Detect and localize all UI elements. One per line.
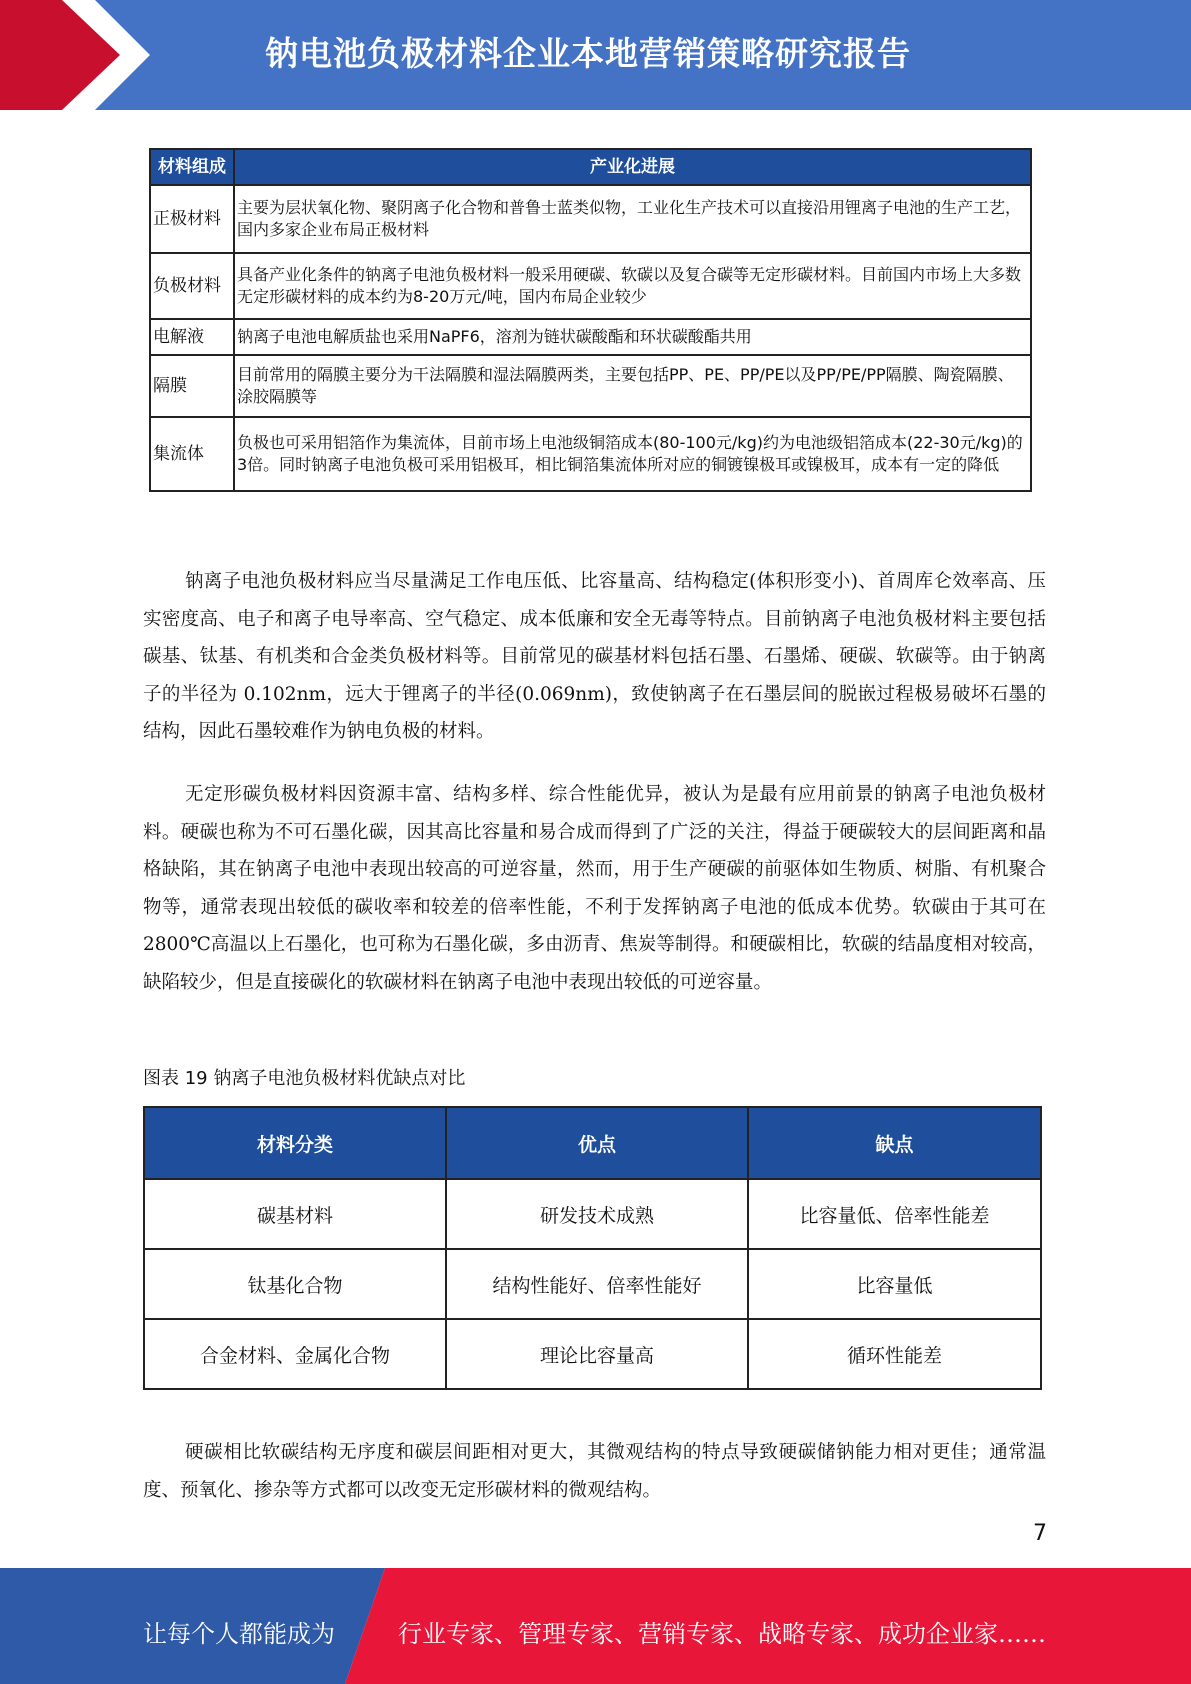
header-arrow-decoration [0, 0, 150, 110]
table-cell: 正极材料 [150, 185, 234, 253]
table-header-row [144, 1107, 1041, 1179]
table-row [150, 185, 1031, 253]
figure-caption: 图表 19 钠离子电池负极材料优缺点对比 [143, 1068, 466, 1089]
table-header-cell: 材料分类 [144, 1107, 446, 1179]
body-paragraph: 硬碳相比软碳结构无序度和碳层间距相对更大，其微观结构的特点导致硬碳储钠能力相对更佳；通常温度、预氧化、掺杂等方式都可以改变无定形碳材料的微观结构。 [143, 1442, 1046, 1501]
footer-slogan-left: 让每个人都能成为 [143, 1620, 335, 1648]
table-cell: 具备产业化条件的钠离子电池负极材料一般采用硬碳、软碳以及复合碳等无定形碳材料。目前国内市场上大多数无定形碳材料的成本约为8-20万元/吨，国内布局企业较少 [234, 253, 1031, 319]
table-cell: 理论比容量高 [446, 1319, 748, 1389]
body-paragraph: 无定形碳负极材料因资源丰富、结构多样、综合性能优异，被认为是最有应用前景的钠离子电池负极材料。硬碳也称为不可石墨化碳，因其高比容量和易合成而得到了广泛的关注，得益于硬碳较大的层间距离和晶格缺陷，其在钠离子电池中表现出较高的可逆容量，然而，用于生产硬碳的前驱体如生物质、树脂、有机聚合物等，通常表现出较低的碳收率和较差的倍率性能，不利于发挥钠离子电池的低成本优势。软碳由于其可在 2800℃高温以上石墨化，也可称为石墨化碳，多由沥青、焦炭等制得。和硬碳相比，软碳的结晶度相对较高，缺陷较少，但是直接碳化的软碳材料在钠离子电池中表现出较低的可逆容量。 [143, 784, 1046, 993]
table-row [144, 1249, 1041, 1319]
table-cell: 研发技术成熟 [446, 1179, 748, 1249]
table-cell: 集流体 [150, 417, 234, 491]
table-header-cell: 优点 [446, 1107, 748, 1179]
table-cell: 循环性能差 [748, 1319, 1041, 1389]
table-cell: 合金材料、金属化合物 [144, 1319, 446, 1389]
table-row [150, 417, 1031, 491]
table-cell: 钛基化合物 [144, 1249, 446, 1319]
table-header-cell: 材料组成 [150, 149, 234, 185]
table-row [150, 355, 1031, 417]
page-header [0, 0, 1191, 110]
table-header-cell: 缺点 [748, 1107, 1041, 1179]
table-cell: 电解液 [150, 319, 234, 355]
page-number: 7 [1033, 1521, 1047, 1546]
table-cell: 比容量低 [748, 1249, 1041, 1319]
table-header-row [150, 149, 1031, 185]
table-cell: 主要为层状氧化物、聚阴离子化合物和普鲁士蓝类似物，工业化生产技术可以直接沿用锂离子电池的生产工艺，国内多家企业布局正极材料 [234, 185, 1031, 253]
body-paragraph: 钠离子电池负极材料应当尽量满足工作电压低、比容量高、结构稳定(体积形变小)、首周库仑效率高、压实密度高、电子和离子电导率高、空气稳定、成本低廉和安全无毒等特点。目前钠离子电池负极材料主要包括碳基、钛基、有机类和合金类负极材料等。目前常见的碳基材料包括石墨、石墨烯、硬碳、软碳等。由于钠离子的半径为 0.102nm，远大于锂离子的半径(0.069nm)，致使钠离子在石墨层间的脱嵌过程极易破坏石墨的结构，因此石墨较难作为钠电负极的材料。 [143, 571, 1046, 742]
header-title: 钠电池负极材料企业本地营销策略研究报告 [265, 34, 911, 73]
table-cell: 比容量低、倍率性能差 [748, 1179, 1041, 1249]
table-cell: 目前常用的隔膜主要分为干法隔膜和湿法隔膜两类，主要包括PP、PE、PP/PE以及PP/PE/PP隔膜、陶瓷隔膜、涂胶隔膜等 [234, 355, 1031, 417]
table-cell: 隔膜 [150, 355, 234, 417]
table-row [144, 1179, 1041, 1249]
table-cell: 钠离子电池电解质盐也采用NaPF6，溶剂为链状碳酸酯和环状碳酸酯共用 [234, 319, 1031, 355]
footer-slogan-right: 行业专家、管理专家、营销专家、战略专家、成功企业家…… [398, 1620, 1046, 1648]
table-row [150, 253, 1031, 319]
industrialization-table [149, 148, 1032, 492]
table-header-cell: 产业化进展 [234, 149, 1031, 185]
table-cell: 结构性能好、倍率性能好 [446, 1249, 748, 1319]
table-cell: 碳基材料 [144, 1179, 446, 1249]
table-cell: 负极材料 [150, 253, 234, 319]
table-row [144, 1319, 1041, 1389]
table-row [150, 319, 1031, 355]
comparison-table [143, 1106, 1042, 1390]
table-cell: 负极也可采用铝箔作为集流体，目前市场上电池级铜箔成本(80-100元/kg)约为电池级铝箔成本(22-30元/kg)的3倍。同时钠离子电池负极可采用铝极耳，相比铜箔集流体所对应的铜镀镍极耳或镍极耳，成本有一定的降低 [234, 417, 1031, 491]
